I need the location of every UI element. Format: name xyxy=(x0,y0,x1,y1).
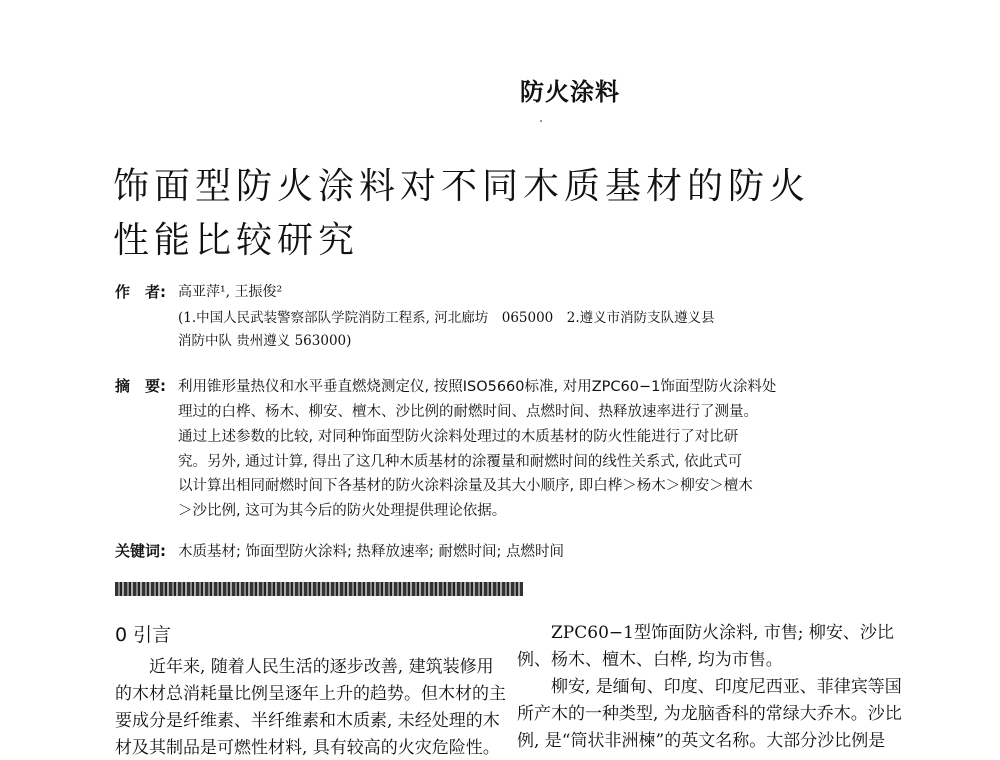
abstract-line: 以计算出相同耐燃时间下各基材的防火涂料涂量及其大小顺序, 即白桦＞杨木＞柳安＞檀木 xyxy=(178,478,753,494)
abstract-line: 利用锥形量热仪和水平垂直燃烧测定仪, 按照ISO5660标准, 对用ZPC60−1饰面型防火涂料处 xyxy=(178,379,777,395)
keywords-text: 木质基材; 饰面型防火涂料; 热释放速率; 耐燃时间; 点燃时间 xyxy=(178,544,564,560)
section-heading-introduction: 0 引言 xyxy=(115,624,172,646)
abstract-line: 通过上述参数的比较, 对同种饰面型防火涂料处理过的木质基材的防火性能进行了对比研 xyxy=(178,429,739,445)
section-label: 防火涂料 xyxy=(520,78,620,106)
scan-speck xyxy=(540,120,542,122)
paper-title-line-2: 性能比较研究 xyxy=(113,220,360,261)
left-column-line: 近年来, 随着人民生活的逐步改善, 建筑装修用 xyxy=(115,657,494,677)
left-column-line: 材及其制品是可燃性材料, 具有较高的火灾危险性。 xyxy=(115,738,500,758)
right-column-line: 柳安, 是缅甸、印度、印度尼西亚、菲律宾等国 xyxy=(517,677,902,697)
left-column-line: 的木材总消耗量比例呈逐年上升的趋势。但木材的主 xyxy=(115,684,506,704)
scanned-divider-bar xyxy=(115,582,523,596)
abstract-line: 究。另外, 通过计算, 得出了这几种木质基材的涂覆量和耐燃时间的线性关系式, 依此式可 xyxy=(178,454,743,470)
keywords-label: 关键词: xyxy=(115,542,166,560)
right-column-line: ZPC60−1型饰面防火涂料, 市售; 柳安、沙比 xyxy=(517,623,894,643)
abstract-line: 理过的白桦、杨木、柳安、檀木、沙比例的耐燃时间、点燃时间、热释放速率进行了测量。 xyxy=(178,404,758,420)
author-names: 高亚萍¹, 王振俊² xyxy=(178,284,283,300)
left-column-line: 要成分是纤维素、半纤维素和木质素, 未经处理的木 xyxy=(115,711,500,731)
right-column-line: 所产木的一种类型, 为龙脑香科的常绿大乔木。沙比 xyxy=(517,704,902,724)
right-column-line: 例、杨木、檀木、白桦, 均为市售。 xyxy=(517,650,783,670)
authors-label: 作 者: xyxy=(115,283,166,301)
abstract-label: 摘 要: xyxy=(115,377,166,395)
paper-title-line-1: 饰面型防火涂料对不同木质基材的防火 xyxy=(113,166,811,207)
right-column-line: 例, 是“筒状非洲楝”的英文名称。大部分沙比例是 xyxy=(517,731,886,751)
affiliation-line-1: (1.中国人民武装警察部队学院消防工程系, 河北廊坊 065000 2.遵义市消防支队遵义县 xyxy=(178,310,715,326)
abstract-line: ＞沙比例, 这可为其今后的防火处理提供理论依据。 xyxy=(178,503,507,519)
affiliation-line-2: 消防中队 贵州遵义 563000) xyxy=(178,333,352,349)
